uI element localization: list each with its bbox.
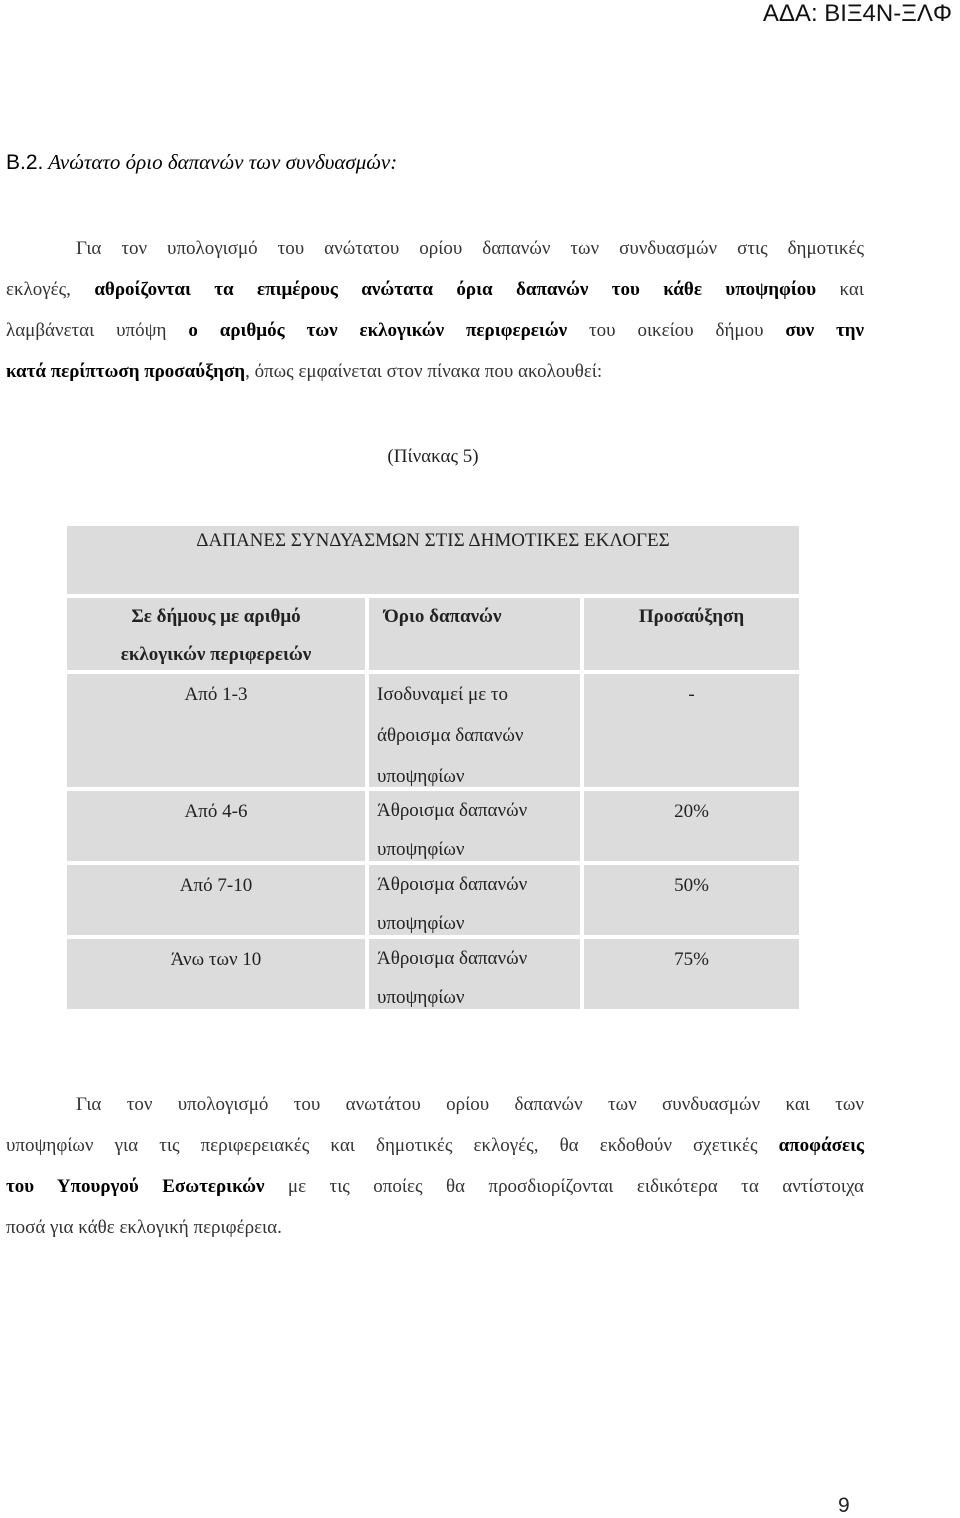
table-row-increase: 50%: [584, 865, 799, 935]
paragraph-line: υποψηφίων για τις περιφερειακές και δημοτικές εκλογές, θα εκδοθούν σχετικές αποφάσεις: [6, 1135, 864, 1156]
page-number: 9: [838, 1494, 850, 1517]
paragraph-line: εκλογές, αθροίζονται τα επιμέρους ανώτατα όρια δαπανών του κάθε υποψηφίου και: [6, 279, 864, 300]
table-row-limit: Άθροισμα δαπανών υποψηφίων: [369, 865, 580, 935]
table-row-limit: Άθροισμα δαπανών υποψηφίων: [369, 791, 580, 861]
intro-paragraph: [6, 228, 864, 392]
table-row-limit: Ισοδυναμεί με το άθροισμα δαπανών υποψηφίων: [369, 674, 580, 787]
ada-code: ΑΔΑ: ΒΙΞ4Ν-ΞΛΦ: [762, 0, 952, 27]
table-row-range: Από 4-6: [67, 791, 365, 861]
table-row-increase: 75%: [584, 939, 799, 1009]
table-row-range: Άνω των 10: [67, 939, 365, 1009]
table-row-increase: 20%: [584, 791, 799, 861]
section-title: [6, 150, 397, 175]
closing-paragraph: [6, 1084, 864, 1248]
paragraph-line: Για τον υπολογισμό του ανώτατου ορίου δαπανών των συνδυασμών στις δημοτικές: [76, 238, 864, 259]
section-title-text: Ανώτατο όριο δαπανών των συνδυασμών:: [48, 150, 398, 174]
section-number: Β.2.: [6, 151, 44, 174]
paragraph-line: ποσά για κάθε εκλογική περιφέρεια.: [6, 1217, 282, 1238]
header-limit: Όριο δαπανών: [369, 598, 580, 670]
paragraph-line: Για τον υπολογισμό του ανωτάτου ορίου δαπανών των συνδυασμών και των: [76, 1094, 864, 1115]
table-title: ΔΑΠΑΝΕΣ ΣΥΝΔΥΑΣΜΩΝ ΣΤΙΣ ΔΗΜΟΤΙΚΕΣ ΕΚΛΟΓΕΣ: [67, 526, 799, 594]
table-row-range: Από 7-10: [67, 865, 365, 935]
table-row-range: Από 1-3: [67, 674, 365, 787]
table-row-increase: -: [584, 674, 799, 787]
table-caption: (Πίνακας 5): [387, 446, 479, 467]
header-increase: Προσαύξηση: [584, 598, 799, 670]
paragraph-line: λαμβάνεται υπόψη ο αριθμός των εκλογικών περιφερειών του οικείου δήμου συν την: [6, 320, 864, 341]
paragraph-line: κατά περίπτωση προσαύξηση, όπως εμφαίνεται στον πίνακα που ακολουθεί:: [6, 361, 603, 382]
table-row-limit: Άθροισμα δαπανών υποψηφίων: [369, 939, 580, 1009]
header-municipalities: Σε δήμους με αριθμό εκλογικών περιφερειών: [67, 598, 365, 670]
paragraph-line: του Υπουργού Εσωτερικών με τις οποίες θα προσδιορίζονται ειδικότερα τα αντίστοιχα: [6, 1176, 864, 1197]
